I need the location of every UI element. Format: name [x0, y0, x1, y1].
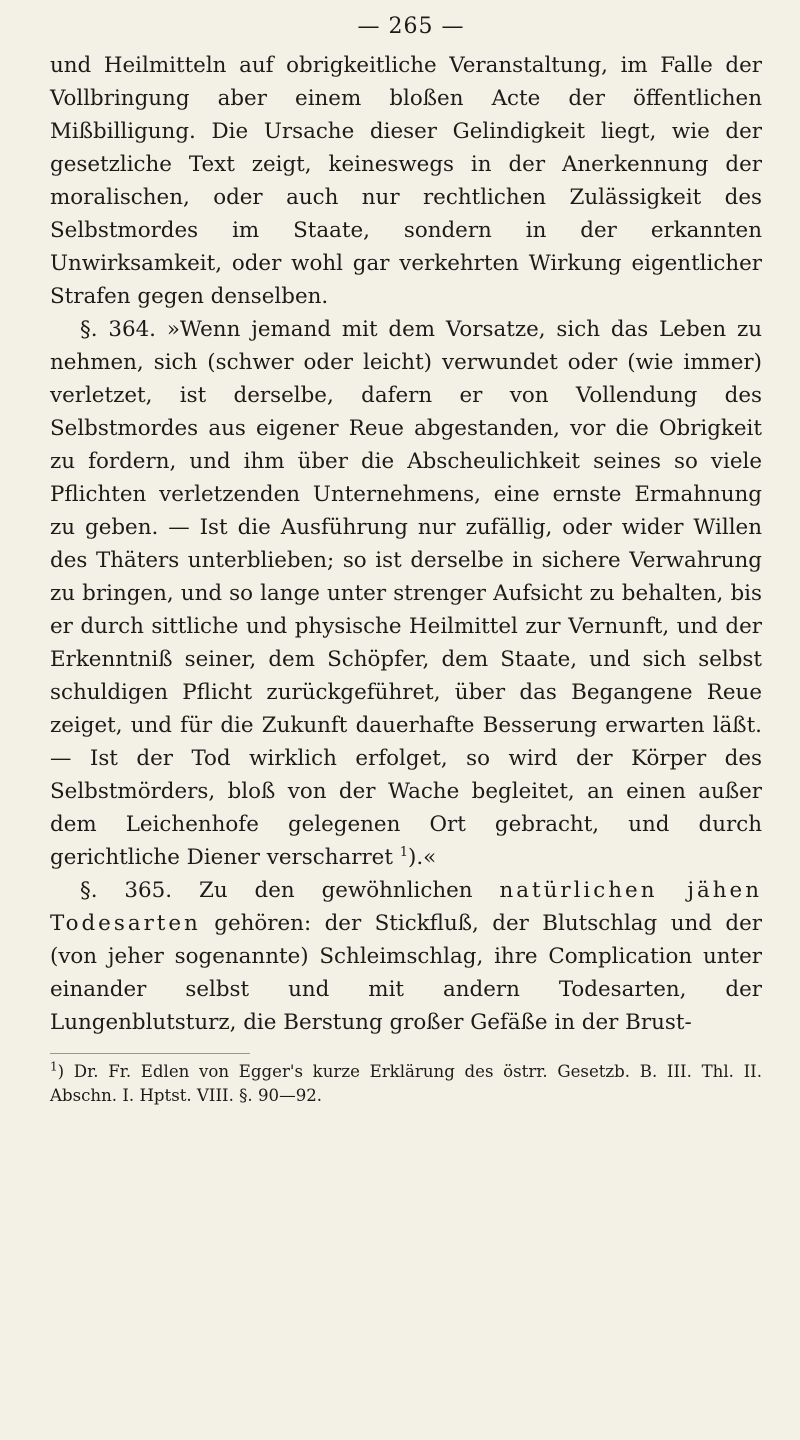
footnote-reference: 1: [399, 844, 409, 860]
body-text: [50, 49, 762, 1039]
section-364-end: ).«: [408, 845, 437, 870]
footnote-mark: 1: [50, 1059, 58, 1074]
paragraph-continuation: und Heilmitteln auf obrigkeitliche Veranstaltung, im Falle der Vollbringung aber einem bloßen Acte der öffentlichen Mißbilligung. Die Ursache dieser Gelindigkeit liegt, wie der gesetzliche Text zeigt, keineswegs in der Anerkennung der moralischen, oder auch nur rechtlichen Zulässigkeit des Selbstmordes im Staate, sondern in der erkannten Unwirksamkeit, oder wohl gar verkehrten Wirkung eigentlicher Strafen gegen denselben.: [50, 53, 762, 309]
paragraph-section-364: [50, 313, 762, 874]
footnote-divider: [50, 1053, 250, 1054]
spaced-emphasis: natürlichen jähen Todesarten: [50, 878, 762, 936]
section-364-text: §. 364. »Wenn jemand mit dem Vorsatze, sich das Leben zu nehmen, sich (schwer oder leicht) verwundet oder (wie immer) verletzet, ist derselbe, dafern er von Vollendung des Selbstmordes aus eigener Reue abgestanden, vor die Obrigkeit zu fordern, und ihm über die Abscheulichkeit seines so viele Pflichten verletzenden Unternehmens, eine ernste Ermahnung zu geben. — Ist die Ausführung nur zufällig, oder wider Willen des Thäters unterblieben; so ist derselbe in sichere Verwahrung zu bringen, und so lange unter strenger Aufsicht zu behalten, bis er durch sittliche und physische Heilmittel zur Vernunft, und der Erkenntniß seiner, dem Schöpfer, dem Staate, und sich selbst schuldigen Pflicht zurückgeführet, über das Begangene Reue zeiget, und für die Zukunft dauerhafte Besserung erwarten läßt. — Ist der Tod wirklich erfolget, so wird der Körper des Selbstmörders, bloß von der Wache begleitet, an einen außer dem Leichenhofe gelegenen Ort gebracht, und durch gerichtliche Diener verscharret: [50, 317, 762, 870]
footnote-text: ) Dr. Fr. Edlen von Egger's kurze Erklärung des östrr. Gesetzb. B. III. Thl. II. Abschn. I. Hptst. VIII. §. 90—92.: [50, 1062, 762, 1105]
paragraph-section-365: [50, 874, 762, 1039]
section-365-text: §. 365. Zu den gewöhnlichen: [80, 878, 500, 903]
page-number-header: — 265 —: [357, 14, 465, 39]
footnote: [50, 1060, 762, 1108]
section-365-rest: gehören: der Stickfluß, der Blutschlag und der (von jeher sogenannte) Schleimschlag, ihre Complication unter einander selbst und mit andern Todesarten, der Lungenblutsturz, die Berstung großer Gefäße in der Brust-: [50, 911, 762, 1035]
